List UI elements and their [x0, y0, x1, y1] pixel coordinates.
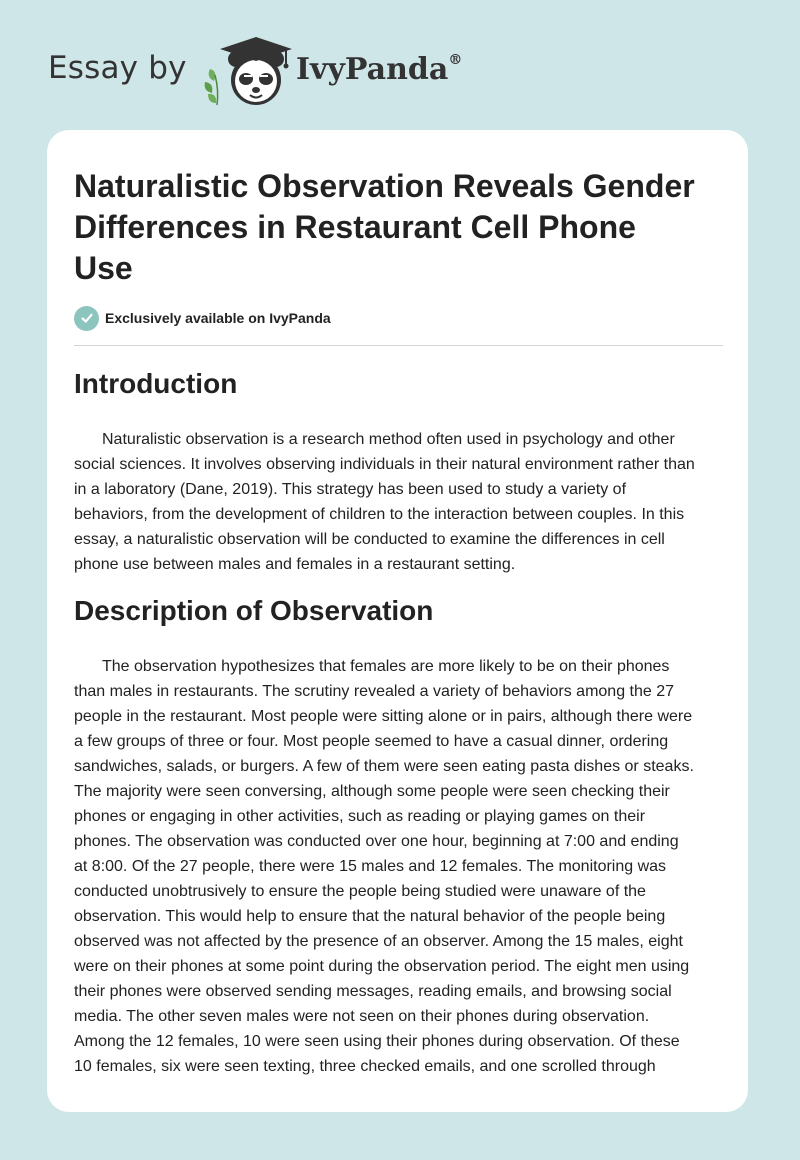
text-line: a few groups of three or four. Most people seemed to have a casual dinner, ordering [74, 733, 669, 750]
text-line: The majority were seen conversing, although some people were seen checking their [74, 783, 670, 800]
title-line: Naturalistic Observation Reveals Gender [74, 168, 695, 204]
text-line: Among the 12 females, 10 were seen using their phones during observation. Of these [74, 1033, 680, 1050]
text-line: phones or engaging in other activities, such as reading or playing games on their [74, 808, 646, 825]
text-line: sandwiches, salads, or burgers. A few of them were seen eating pasta dishes or steaks. [74, 758, 694, 775]
essay-card [47, 130, 748, 1112]
site-header [0, 0, 800, 120]
section-heading-introduction: Introduction [74, 368, 238, 399]
text-line: phone use between males and females in a restaurant setting. [74, 556, 516, 573]
description-paragraph [74, 654, 724, 1079]
registered-mark: ® [448, 52, 463, 68]
section-heading-description: Description of Observation [74, 595, 434, 626]
text-line: essay, a naturalistic observation will be conducted to examine the differences in cell [74, 531, 665, 548]
text-line: Naturalistic observation is a research method often used in psychology and other [102, 431, 675, 448]
panda-logo-icon[interactable] [200, 35, 295, 110]
text-line: in a laboratory (Dane, 2019). This strategy has been used to study a variety of [74, 481, 627, 498]
text-line: people in the restaurant. Most people were sitting alone or in pairs, although there were [74, 708, 693, 725]
text-line: behaviors, from the development of children to the interaction between couples. In this [74, 506, 685, 523]
text-line: their phones were observed sending messages, reading emails, and browsing social [74, 983, 672, 1000]
badge-text: Exclusively available on IvyPanda [105, 310, 331, 326]
divider [74, 345, 723, 346]
exclusive-badge [74, 305, 331, 331]
checkmark-icon [74, 306, 99, 331]
text-line: 10 females, six were seen texting, three checked emails, and one scrolled through [74, 1058, 656, 1075]
essay-by-label: Essay by [48, 50, 187, 86]
text-line: than males in restaurants. The scrutiny revealed a variety of behaviors among the 27 [74, 683, 675, 700]
title-line: Differences in Restaurant Cell Phone [74, 209, 636, 245]
text-line: conducted unobtrusively to ensure the people being studied were unaware of the [74, 883, 646, 900]
text-line: phones. The observation was conducted over one hour, beginning at 7:00 and ending [74, 833, 679, 850]
text-line: were on their phones at some point during the observation period. The eight men using [74, 958, 690, 975]
text-line: observation. This would help to ensure that the natural behavior of the people being [74, 908, 666, 925]
text-line: social sciences. It involves observing individuals in their natural environment rather than [74, 456, 695, 473]
text-line: media. The other seven males were not seen on their phones during observation. [74, 1008, 650, 1025]
text-line: The observation hypothesizes that females are more likely to be on their phones [102, 658, 670, 675]
brand-text: IvyPanda [296, 52, 449, 87]
introduction-paragraph [74, 427, 724, 577]
brand-name[interactable] [296, 52, 462, 87]
text-line: observed was not affected by the presence of an observer. Among the 15 males, eight [74, 933, 683, 950]
title-line: Use [74, 250, 133, 286]
essay-title [74, 166, 734, 289]
text-line: at 8:00. Of the 27 people, there were 15 males and 12 females. The monitoring was [74, 858, 667, 875]
